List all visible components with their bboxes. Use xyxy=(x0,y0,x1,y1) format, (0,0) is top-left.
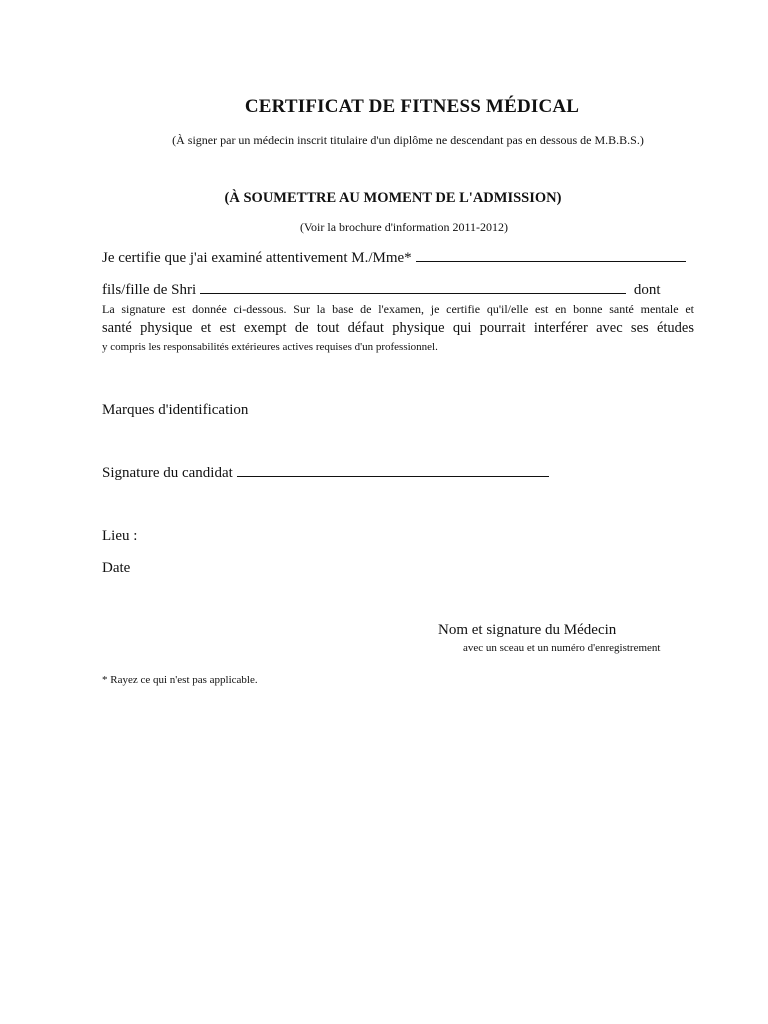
certify-label: Je certifie que j'ai examiné attentivement M./Mme* xyxy=(102,250,412,266)
son-of-label: fils/fille de Shri xyxy=(102,282,197,298)
paragraph-line-3: y compris les responsabilités extérieures actives requises d'un professionnel. xyxy=(102,341,438,353)
doctor-signature-note: avec un sceau et un numéro d'enregistrement xyxy=(463,642,661,654)
footnote: * Rayez ce qui n'est pas applicable. xyxy=(102,674,258,686)
document-subtitle: (À signer par un médecin inscrit titulaire d'un diplôme ne descendant pas en dessous de M.B.B.S.) xyxy=(172,133,644,147)
candidate-signature-blank xyxy=(237,475,549,477)
identification-marks-label: Marques d'identification xyxy=(102,402,249,418)
brochure-note: (Voir la brochure d'information 2011-2012) xyxy=(299,220,509,234)
place-label: Lieu : xyxy=(102,528,138,544)
date-label: Date xyxy=(102,560,131,576)
document-title: CERTIFICAT DE FITNESS MÉDICAL xyxy=(244,96,580,117)
son-of-suffix: dont xyxy=(633,282,661,298)
parent-name-blank xyxy=(200,292,626,294)
son-of-line xyxy=(102,282,694,299)
patient-name-blank xyxy=(416,260,686,262)
doctor-signature-label: Nom et signature du Médecin xyxy=(438,622,617,638)
paragraph-line-1: La signature est donnée ci-dessous. Sur la base de l'examen, je certifie qu'il/elle est en bonne santé mentale et xyxy=(102,302,694,316)
certify-line xyxy=(102,250,686,267)
candidate-signature-line xyxy=(102,465,549,482)
candidate-signature-label: Signature du candidat xyxy=(102,465,233,481)
admission-heading: (À SOUMETTRE AU MOMENT DE L'ADMISSION) xyxy=(224,190,562,206)
paragraph-line-2: santé physique et est exempt de tout défaut physique qui pourrait interférer avec ses études xyxy=(102,320,694,336)
